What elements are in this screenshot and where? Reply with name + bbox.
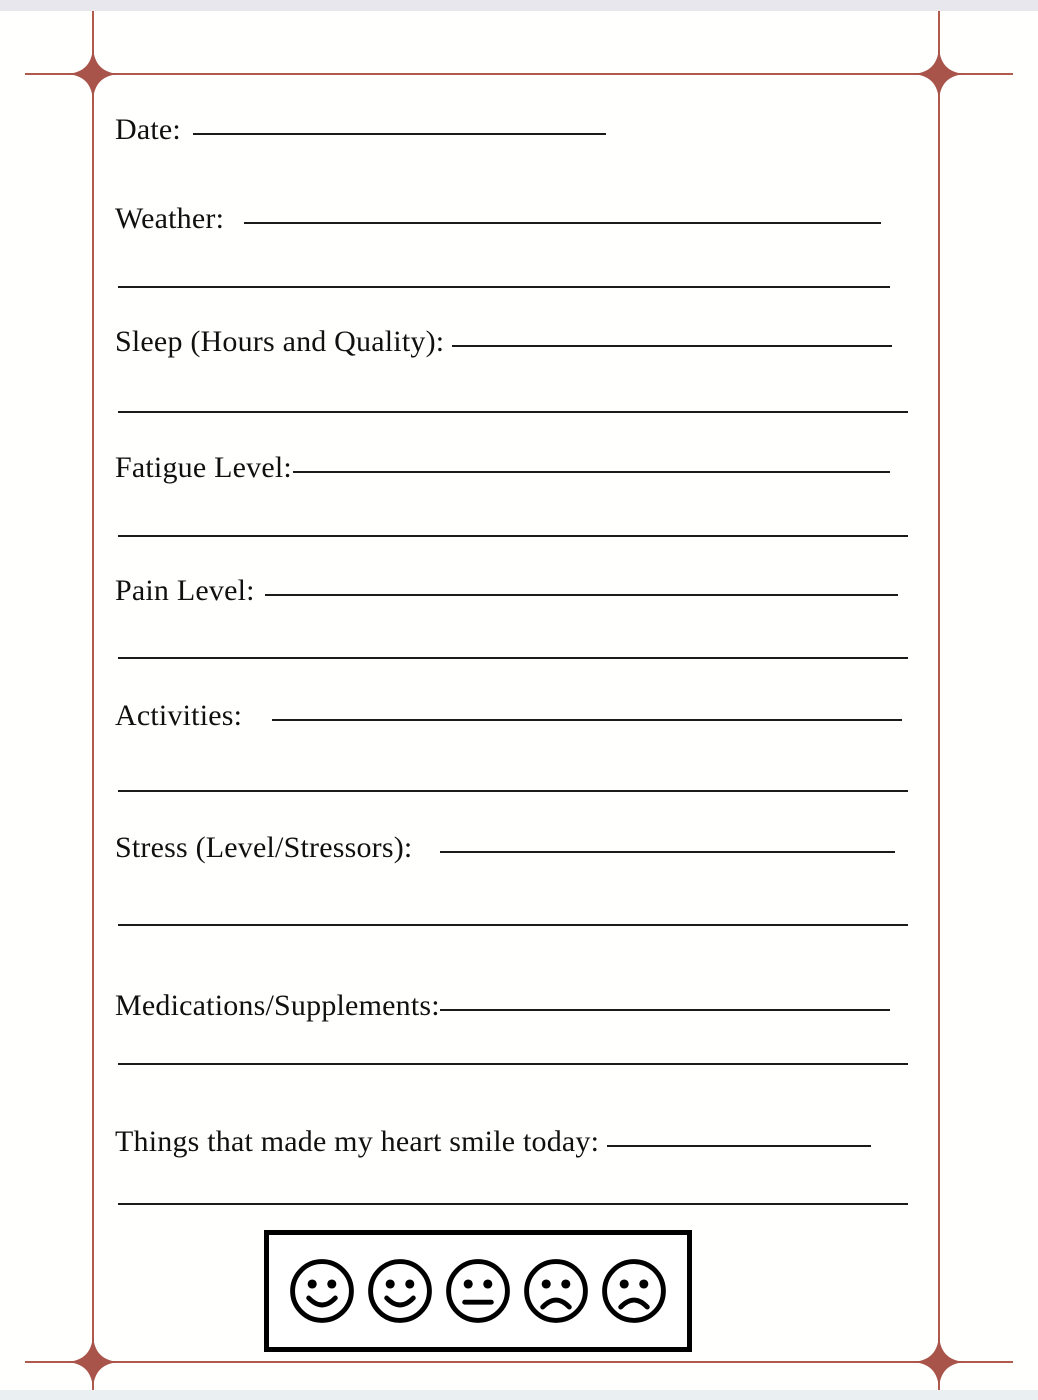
write-line-sleep-1[interactable]: [452, 345, 892, 347]
field-label-stress: Stress (Level/Stressors):: [115, 831, 413, 864]
bottom-page-band: [0, 1390, 1038, 1400]
write-line-activities-1[interactable]: [272, 719, 902, 721]
field-label-medications: Medications/Supplements:: [115, 989, 440, 1022]
write-line-fatigue-2[interactable]: [118, 535, 908, 537]
neutral-face-icon[interactable]: [443, 1256, 513, 1326]
mood-rating-box: [264, 1230, 692, 1352]
journal-form: [0, 11, 1038, 1390]
write-line-heart-smile-2[interactable]: [118, 1203, 908, 1205]
write-line-activities-2[interactable]: [118, 790, 908, 792]
field-row-activities: [115, 699, 902, 733]
very-sad-face-icon[interactable]: [599, 1256, 669, 1326]
field-row-pain: [115, 574, 898, 608]
field-row-heart-smile: [115, 1125, 871, 1159]
field-label-activities: Activities:: [115, 699, 243, 732]
write-line-sleep-2[interactable]: [118, 411, 908, 413]
write-line-stress-2[interactable]: [118, 924, 908, 926]
field-label-fatigue: Fatigue Level:: [115, 451, 292, 484]
write-line-date-1[interactable]: [193, 133, 606, 135]
write-line-heart-smile-1[interactable]: [607, 1145, 871, 1147]
write-line-fatigue-1[interactable]: [293, 471, 890, 473]
field-label-date: Date:: [115, 113, 181, 146]
field-row-sleep: [115, 325, 892, 359]
field-label-pain: Pain Level:: [115, 574, 255, 607]
happy-face-icon[interactable]: [365, 1256, 435, 1326]
write-line-weather-1[interactable]: [244, 222, 881, 224]
field-label-heart-smile: Things that made my heart smile today:: [115, 1125, 600, 1158]
field-row-stress: [115, 831, 895, 865]
top-page-band: [0, 0, 1038, 11]
field-label-sleep: Sleep (Hours and Quality):: [115, 325, 445, 358]
worksheet-page: [0, 11, 1038, 1390]
field-label-weather: Weather:: [115, 202, 225, 235]
write-line-weather-2[interactable]: [118, 286, 890, 288]
field-row-fatigue: [115, 451, 890, 485]
write-line-medications-2[interactable]: [118, 1063, 908, 1065]
write-line-pain-1[interactable]: [265, 594, 898, 596]
field-row-weather: [115, 202, 881, 236]
field-row-medications: [115, 989, 890, 1023]
write-line-medications-1[interactable]: [440, 1009, 890, 1011]
write-line-pain-2[interactable]: [118, 657, 908, 659]
write-line-stress-1[interactable]: [440, 851, 895, 853]
sad-face-icon[interactable]: [521, 1256, 591, 1326]
field-row-date: [115, 113, 606, 147]
very-happy-face-icon[interactable]: [287, 1256, 357, 1326]
